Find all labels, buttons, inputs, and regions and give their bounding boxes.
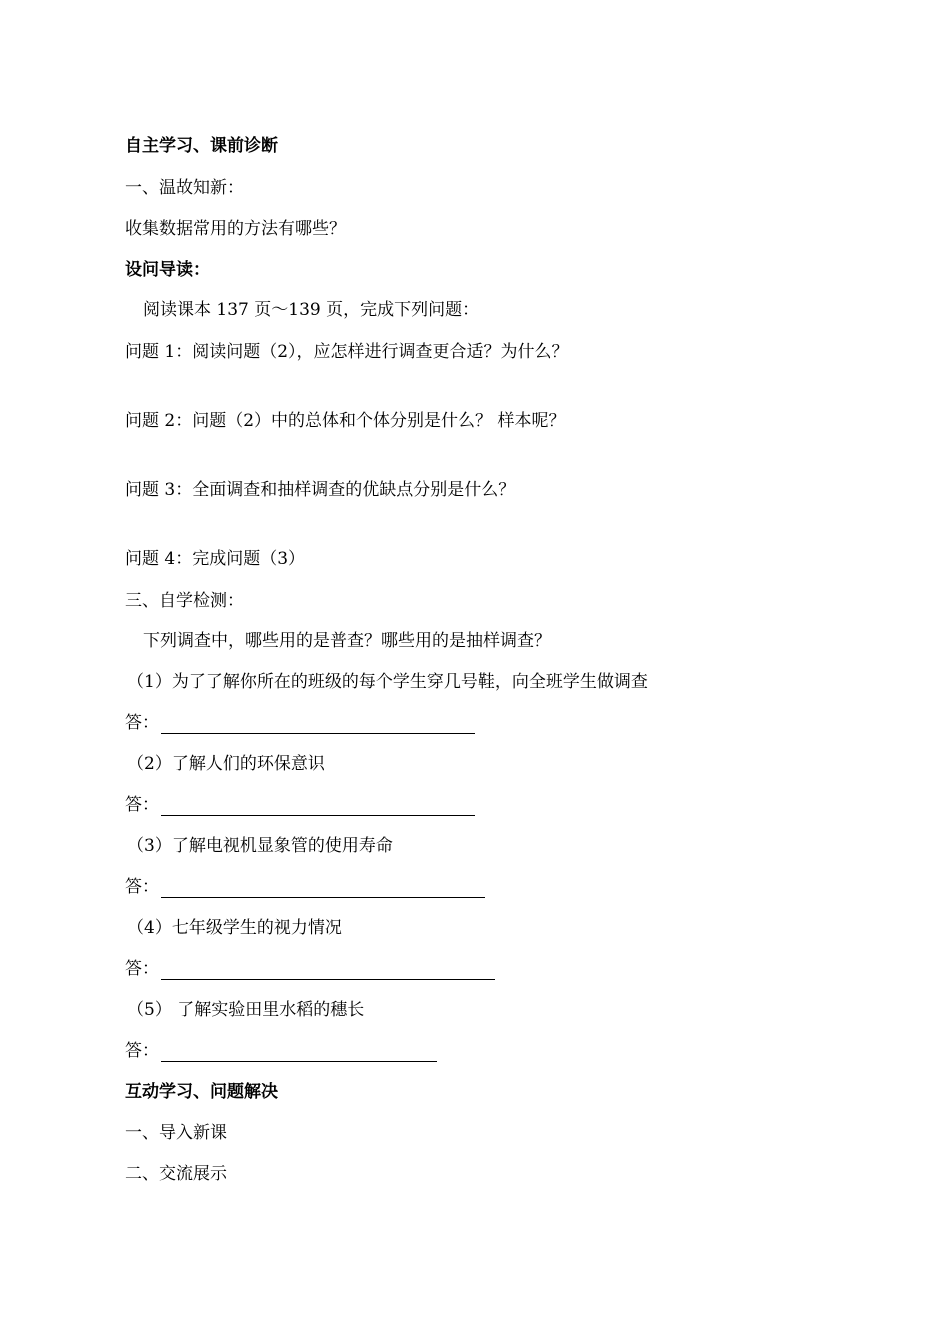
answer-row-1 bbox=[125, 712, 475, 734]
answer-row-2 bbox=[125, 794, 475, 816]
answer-blank[interactable] bbox=[161, 795, 475, 816]
answer-row-4 bbox=[125, 958, 495, 980]
answer-blank[interactable] bbox=[161, 877, 485, 898]
survey-item-1: （1）为了了解你所在的班级的每个学生穿几号鞋，向全班学生做调查 bbox=[127, 672, 648, 692]
part1-title: 一、温故知新： bbox=[125, 178, 244, 198]
survey-item-5: （5） 了解实验田里水稻的穗长 bbox=[127, 1000, 365, 1020]
question-1: 问题 1：阅读问题（2），应怎样进行调查更合适？为什么？ bbox=[125, 342, 569, 362]
part3-title: 三、自学检测： bbox=[125, 591, 244, 611]
section2-heading: 互动学习、问题解决 bbox=[125, 1082, 278, 1102]
part1-question: 收集数据常用的方法有哪些？ bbox=[125, 219, 346, 239]
question-2: 问题 2：问题（2）中的总体和个体分别是什么？ 样本呢？ bbox=[125, 411, 566, 431]
answer-label: 答： bbox=[125, 959, 159, 979]
answer-label: 答： bbox=[125, 795, 159, 815]
part3-instruction: 下列调查中，哪些用的是普查？哪些用的是抽样调查？ bbox=[143, 631, 551, 651]
answer-label: 答： bbox=[125, 713, 159, 733]
survey-item-2: （2）了解人们的环保意识 bbox=[127, 754, 325, 774]
answer-blank[interactable] bbox=[161, 1041, 437, 1062]
section2-step-1: 一、导入新课 bbox=[125, 1123, 227, 1143]
answer-blank[interactable] bbox=[161, 713, 475, 734]
section1-heading: 自主学习、课前诊断 bbox=[125, 136, 278, 156]
answer-label: 答： bbox=[125, 877, 159, 897]
answer-blank[interactable] bbox=[161, 959, 495, 980]
survey-item-4: （4）七年级学生的视力情况 bbox=[127, 918, 342, 938]
survey-item-3: （3）了解电视机显象管的使用寿命 bbox=[127, 836, 393, 856]
question-4: 问题 4：完成问题（3） bbox=[125, 549, 306, 569]
answer-row-3 bbox=[125, 876, 485, 898]
answer-row-5 bbox=[125, 1040, 437, 1062]
answer-label: 答： bbox=[125, 1041, 159, 1061]
guide-title: 设问导读： bbox=[125, 260, 210, 280]
question-3: 问题 3：全面调查和抽样调查的优缺点分别是什么？ bbox=[125, 480, 516, 500]
guide-instruction: 阅读课本 137 页～139 页，完成下列问题： bbox=[143, 300, 480, 320]
section2-step-2: 二、交流展示 bbox=[125, 1164, 227, 1184]
